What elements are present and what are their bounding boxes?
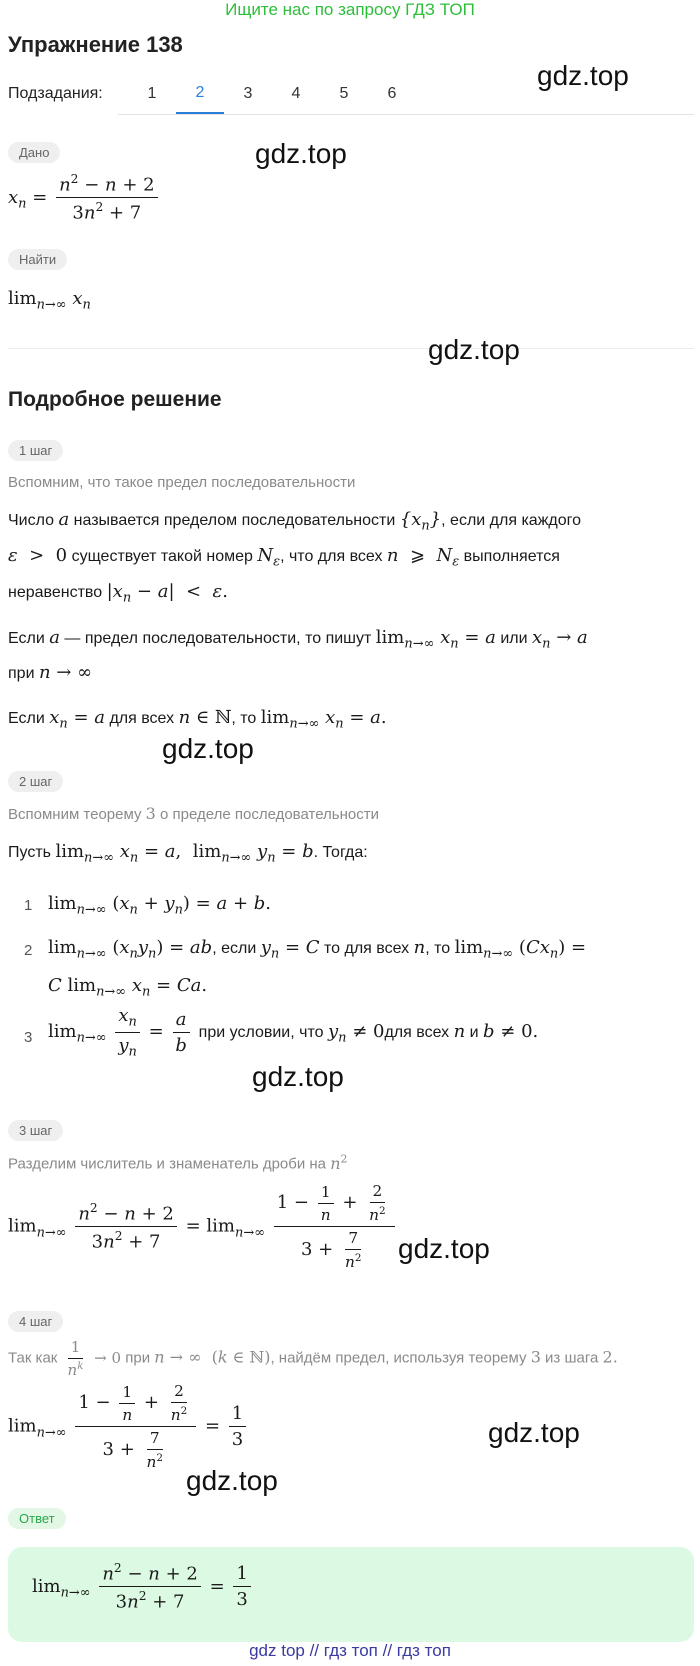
text: из шага — [545, 1349, 599, 1367]
answer-pill: Ответ — [8, 1508, 66, 1529]
theorem-item-3: $\lim_{n\to\infty}$ $\frac{x_n}{y_n}$ = $\frac{a}{b}$ при условии, что $y_n \ne 0для$ всех n и b ≠ 0. — [48, 1005, 539, 1060]
tabs-divider — [118, 114, 694, 115]
footer-links[interactable]: gdz top // гдз топ // гдз топ — [249, 1641, 451, 1660]
watermark: gdz.top — [537, 60, 629, 91]
text: при — [8, 665, 35, 682]
solution-title: Подробное решение — [8, 388, 222, 411]
text: Разделим числитель и знаменатель дроби на — [8, 1155, 327, 1173]
step3-formula: $\lim_{n\to\infty}$ $\frac{n^2 - n + 2}{3n^2 + 7}$ = $\lim_{n\to\infty}$ 1 − $\frac{1}{n}$ + $\frac{2}{n^2}$ 3 + $\frac{7}{n^2}$ — [8, 1182, 398, 1271]
text: Пусть — [8, 844, 51, 861]
text: о пределе последовательности — [160, 806, 379, 823]
text: , если для каждого — [441, 512, 582, 529]
text: то для всех — [324, 940, 410, 957]
subtasks-label: Подзадания: — [8, 85, 103, 102]
given-formula: $x_n$ = $\frac{n^2 - n + 2}{3n^2 + 7}$ — [8, 172, 161, 224]
text: при — [125, 1349, 151, 1367]
list-num: 1 — [24, 897, 33, 914]
list-num: 2 — [24, 942, 33, 959]
watermark: gdz.top — [162, 733, 254, 764]
step1-line6: Если $x_n = a$ для всех n ∈ ℕ, то $\lim_{n\to\infty} x_n = a$. — [8, 707, 387, 732]
tab-6[interactable]: 6 — [387, 85, 397, 102]
list-num: 3 — [24, 1029, 33, 1046]
text: — предел последовательности, то пишут — [64, 630, 372, 647]
step1-line4: Если a — предел последовательности, то пишут $\lim_{n\to\infty} x_n = a$ или $x_n \to a$ — [8, 627, 588, 652]
step4-pill: 4 шаг — [8, 1311, 63, 1332]
text: выполняется — [463, 548, 560, 565]
step4-formula: $\lim_{n\to\infty}$ 1 − $\frac{1}{n}$ + $\frac{2}{n^2}$ 3 + $\frac{7}{n^2}$ = $\frac{1}{3}$ — [8, 1382, 249, 1471]
text: , найдём предел, используя теорему — [270, 1349, 527, 1367]
step1-line2: ε > 0 существует такой номер $N_\varepsilon$, что для всех n ⩾ $N_\varepsilon$ выполняется — [8, 545, 560, 570]
find-formula: $\lim_{n\to\infty} x_n$ — [8, 288, 91, 313]
step1-line3: неравенство $|x_n - a| < \varepsilon$. — [8, 581, 228, 606]
text: для всех — [109, 710, 175, 727]
step2-note: Вспомним теорему 3 о пределе последовательности — [8, 804, 379, 823]
text: или — [500, 630, 528, 647]
text: при условии, что — [198, 1024, 324, 1042]
tab-3[interactable]: 3 — [243, 85, 253, 102]
text: , что для всех — [280, 548, 383, 565]
divider — [8, 348, 694, 349]
find-pill: Найти — [8, 249, 67, 270]
tab-4[interactable]: 4 — [291, 85, 301, 102]
theorem-item-2-cont: C $\lim_{n\to\infty} x_n = Ca$. — [48, 975, 208, 1000]
text: и — [469, 1024, 479, 1042]
text: . Тогда: — [313, 844, 368, 861]
text: Если — [8, 710, 45, 727]
text: Вспомним теорему — [8, 806, 142, 823]
text: Число — [8, 512, 55, 529]
watermark: gdz.top — [252, 1061, 344, 1092]
watermark: gdz.top — [255, 138, 347, 169]
subtask-tabs — [128, 74, 416, 114]
step1-line1: Число a называется пределом последовательности $\{x_n\}$, если для каждого — [8, 509, 582, 534]
step2-intro: Пусть $\lim_{n\to\infty} x_n = a$, $\lim_{n\to\infty} y_n = b$. Тогда: — [8, 841, 368, 866]
top-banner[interactable]: Ищите нас по запросу ГДЗ ТОП — [225, 0, 475, 19]
step2-pill: 2 шаг — [8, 771, 63, 792]
step4-note: Так как $\frac{1}{n^k}$ → 0 при n → ∞ (k ∈ ℕ), найдём предел, используя теорему 3 из шага 2. — [8, 1338, 618, 1380]
step3-pill: 3 шаг — [8, 1120, 63, 1141]
given-pill: Дано — [8, 142, 60, 163]
theorem-item-2: $\lim_{n\to\infty} (x_ny_n)$ = ab, если $y_n = C$ то для всех n, то $\lim_{n\to\infty} (Cx_n)$ = — [48, 937, 587, 962]
watermark: gdz.top — [428, 334, 520, 365]
watermark: gdz.top — [398, 1233, 490, 1264]
text: , то — [231, 710, 257, 727]
watermark: gdz.top — [488, 1417, 580, 1448]
text: , то — [425, 940, 451, 957]
tab-5[interactable]: 5 — [339, 85, 349, 102]
text: называется пределом последовательности — [73, 512, 396, 529]
answer-formula: $\lim_{n\to\infty}$ $\frac{n^2 - n + 2}{3n^2 + 7}$ = $\frac{1}{3}$ — [32, 1561, 254, 1613]
step1-line5: при n → ∞ — [8, 662, 93, 683]
text: существует такой номер — [71, 548, 253, 565]
step1-pill: 1 шаг — [8, 440, 63, 461]
step3-note: Разделим числитель и знаменатель дроби на $n^2$ — [8, 1152, 348, 1173]
text: , если — [212, 940, 257, 957]
tab-2[interactable]: 2 — [176, 74, 224, 114]
page-title: Упражнение 138 — [8, 32, 183, 57]
tab-1[interactable]: 1 — [147, 85, 157, 102]
watermark: gdz.top — [186, 1465, 278, 1496]
text: Если — [8, 630, 45, 647]
step1-note: Вспомним, что такое предел последовательности — [8, 474, 356, 491]
theorem-item-1: $\lim_{n\to\infty} (x_n + y_n) = a + b$. — [48, 893, 272, 918]
text: Так как — [8, 1349, 58, 1367]
text: для всех — [384, 1024, 450, 1042]
text: неравенство — [8, 584, 103, 601]
